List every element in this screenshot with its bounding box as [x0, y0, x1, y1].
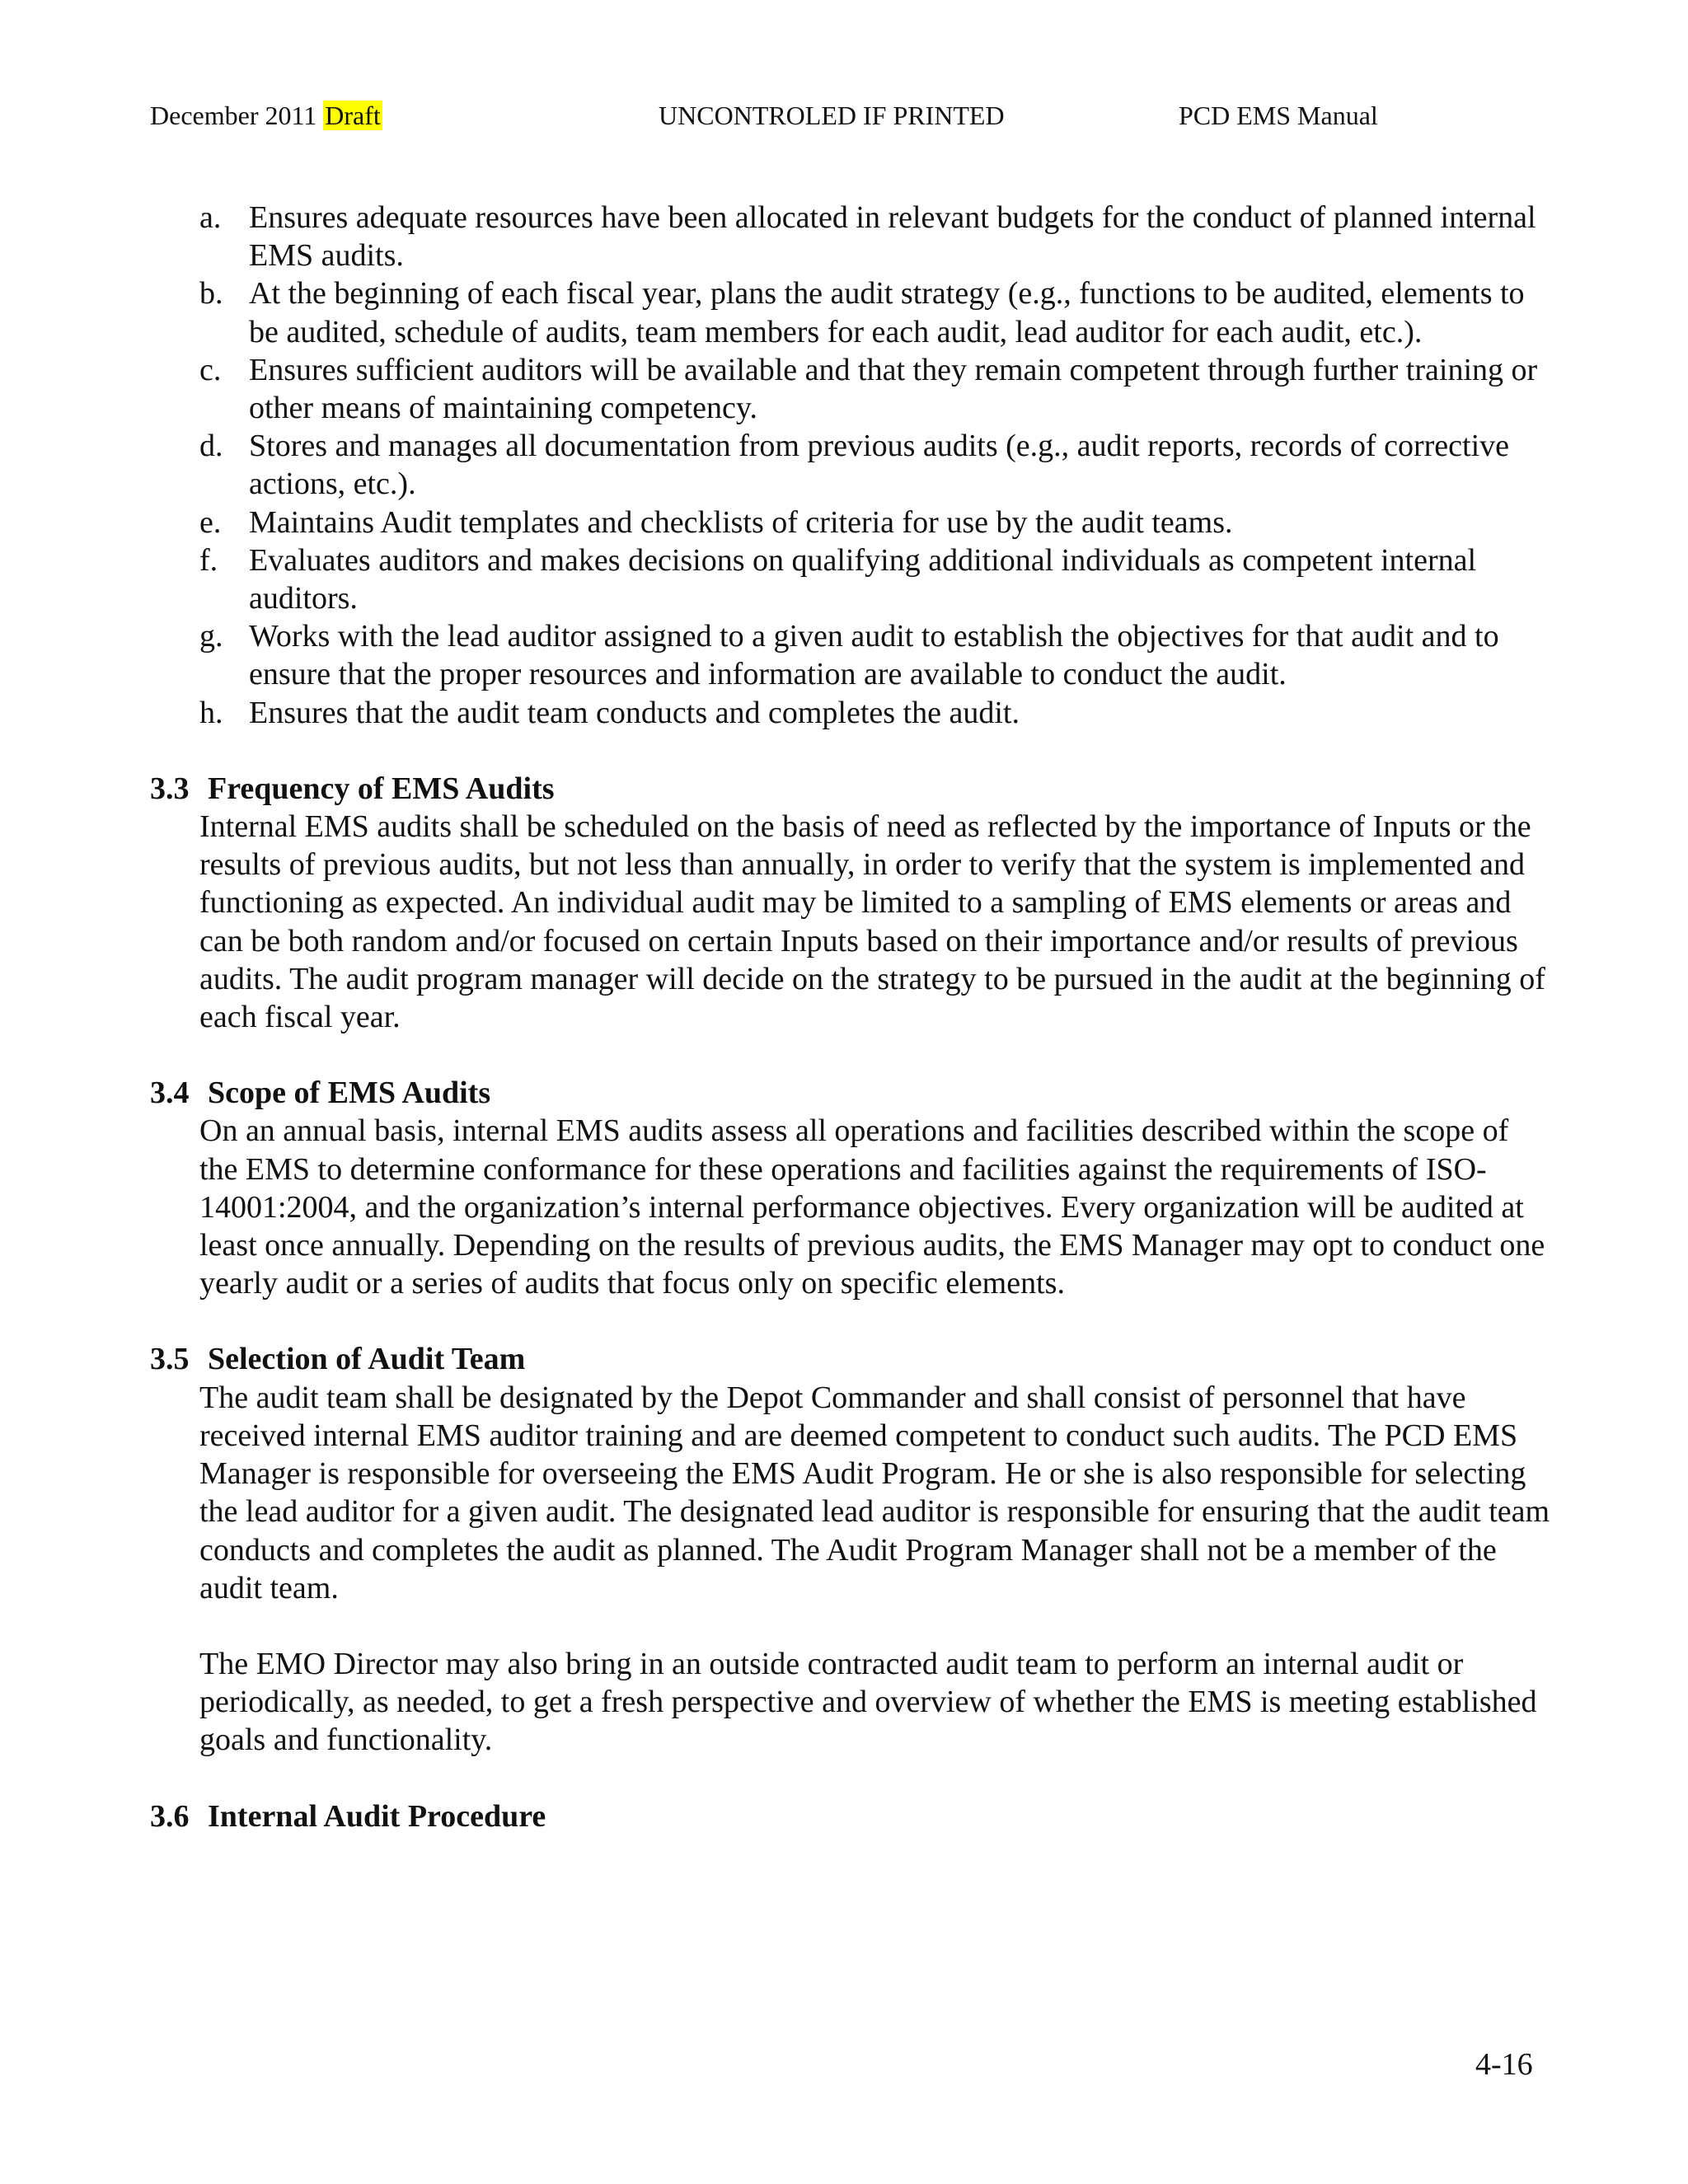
list-item	[150, 274, 1551, 350]
list-item-text: Ensures that the audit team conducts and completes the audit.	[249, 695, 1020, 730]
section-paragraph: Internal EMS audits shall be scheduled on the basis of need as reflected by the importance of Inputs or the results of previous audits, but not less than annually, in order to verify that the system is implemented and functioning as expected. An individual audit may be limited to a sampling of EMS elements or areas and can be both random and/or focused on certain Inputs based on their importance and/or results of previous audits. The audit program manager will decide on the strategy to be pursued in the audit at the beginning of each fiscal year.	[199, 809, 1545, 1035]
section-heading	[150, 1797, 1551, 1835]
section-title: Frequency of EMS Audits	[208, 771, 555, 806]
document-body	[150, 199, 1551, 1835]
list-item	[150, 541, 1551, 617]
header-control-notice: UNCONTROLED IF PRINTED	[659, 101, 1005, 130]
list-item-text: Stores and manages all documentation from previous audits (e.g., audit reports, records of corrective actions, etc.).	[249, 429, 1510, 502]
list-item-text: At the beginning of each fiscal year, plans the audit strategy (e.g., functions to be audited, elements to be audited, schedule of audits, team members for each audit, lead auditor for each audit, etc.).	[249, 276, 1525, 349]
section-title: Selection of Audit Team	[208, 1342, 526, 1377]
list-item	[150, 694, 1551, 732]
section-paragraph: The audit team shall be designated by the Depot Commander and shall consist of personnel that have received internal EMS auditor training and are deemed competent to conduct such audits. The PCD EMS Manager is responsible for overseeing the EMS Audit Program. He or she is also responsible for selecting the lead auditor for a given audit. The designated lead auditor is responsible for ensuring that the audit team conducts and completes the audit as planned. The Audit Program Manager shall not be a member of the audit team.	[199, 1380, 1550, 1605]
section-audit-procedure	[150, 1797, 1551, 1835]
section-heading	[150, 1074, 1551, 1112]
list-item	[150, 351, 1551, 427]
section-heading	[150, 770, 1551, 808]
list-marker: h.	[199, 695, 223, 730]
list-item	[150, 199, 1551, 274]
section-title: Internal Audit Procedure	[208, 1798, 546, 1834]
section-number: 3.3	[150, 771, 190, 806]
section-paragraph: The EMO Director may also bring in an outside contracted audit team to perform an internal audit or periodically, as needed, to get a fresh perspective and overview of whether the EMS is meeting established goals and functionality.	[199, 1646, 1537, 1758]
section-number: 3.6	[150, 1798, 190, 1834]
section-frequency	[150, 770, 1551, 1036]
header-manual-title: PCD EMS Manual	[1179, 101, 1378, 130]
list-marker: d.	[199, 429, 223, 464]
section-scope	[150, 1074, 1551, 1302]
list-item	[150, 504, 1551, 541]
section-audit-team	[150, 1340, 1551, 1759]
list-item-text: Ensures adequate resources have been allocated in relevant budgets for the conduct of planned internal EMS audits.	[249, 200, 1536, 274]
page-number: 4-16	[1475, 2047, 1533, 2082]
list-marker: f.	[199, 542, 218, 578]
section-number: 3.4	[150, 1076, 190, 1111]
list-item-text: Ensures sufficient auditors will be available and that they remain competent through further training or other means of maintaining competency.	[249, 352, 1538, 426]
list-marker: b.	[199, 276, 223, 312]
list-item	[150, 427, 1551, 503]
list-item-text: Works with the lead auditor assigned to a given audit to establish the objectives for that audit and to ensure that the proper resources and information are available to conduct the audit.	[249, 619, 1499, 692]
list-marker: c.	[199, 352, 222, 387]
page-header	[0, 97, 1688, 134]
section-number: 3.5	[150, 1342, 190, 1377]
list-item-text: Evaluates auditors and makes decisions on qualifying additional individuals as competent internal auditors.	[249, 542, 1477, 616]
section-paragraph: On an annual basis, internal EMS audits assess all operations and facilities described within the scope of the EMS to determine conformance for these operations and facilities against the requirements of ISO-14001:2004, and the organization’s internal performance objectives. Every organization will be audited at least once annually. Depending on the results of previous audits, the EMS Manager may opt to conduct one yearly audit or a series of audits that focus only on specific elements.	[199, 1113, 1545, 1301]
section-title: Scope of EMS Audits	[208, 1076, 491, 1111]
list-marker: e.	[199, 504, 222, 540]
list-item	[150, 617, 1551, 693]
list-item-text: Maintains Audit templates and checklists of criteria for use by the audit teams.	[249, 504, 1233, 540]
draft-highlight: Draft	[325, 101, 381, 130]
responsibilities-list	[150, 199, 1551, 732]
list-marker: g.	[199, 619, 223, 654]
header-date	[150, 97, 382, 134]
section-heading	[150, 1340, 1551, 1378]
header-date-text: December 2011	[150, 101, 324, 130]
list-marker: a.	[199, 200, 222, 235]
